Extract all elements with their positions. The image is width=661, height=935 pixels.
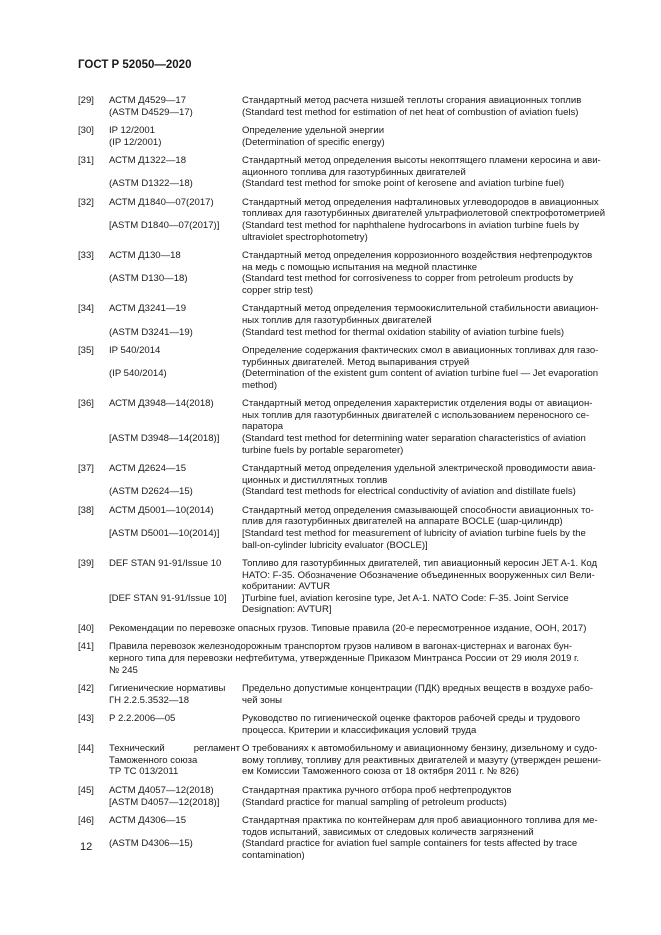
reference-number: [38] (78, 504, 94, 516)
reference-title-line: method) (242, 379, 278, 391)
reference-designation-line: [DEF STAN 91-91/Issue 10] (109, 592, 227, 604)
reference-designation-line (109, 743, 240, 755)
reference-title (242, 368, 618, 391)
reference-row (109, 303, 618, 326)
reference-number: [45] (78, 784, 94, 796)
reference-title-line: copper strip test) (242, 284, 314, 296)
reference-row (109, 593, 618, 616)
reference-designation (109, 250, 242, 273)
reference-designation (109, 273, 242, 296)
reference-number: [33] (78, 250, 94, 262)
reference-title-line: ных топлив для газотурбинных двигателей с использованием переносного се- (242, 409, 590, 421)
reference-row (109, 155, 618, 178)
reference-title (242, 463, 618, 486)
reference-title-line: (Standard test method for corrosiveness to copper from petroleum products by (242, 273, 574, 285)
reference-number: [43] (78, 713, 94, 725)
reference-row (109, 433, 618, 456)
reference-title (242, 197, 618, 220)
reference-title-line: [Standard test method for measurement of lubricity of aviation turbine fuels by the (242, 528, 586, 540)
reference-entry (78, 345, 618, 391)
reference-row (109, 785, 618, 808)
reference-designation-line: АСТМ Д5001—10(2014) (109, 504, 214, 516)
reference-title (242, 178, 618, 190)
reference-title-line: ем Комиссии Таможенного союза от 18 октября 2011 г. № 826) (242, 766, 519, 778)
reference-designation (109, 368, 242, 391)
reference-designation-line: [ASTM D3948—14(2018)] (109, 433, 220, 445)
reference-title (242, 683, 618, 706)
reference-designation-line: АСТМ Д4529—17 (109, 95, 187, 106)
reference-number: [29] (78, 95, 94, 106)
reference-title-line: (Standard test methods for electrical conductivity of aviation and distillate fuels) (242, 486, 576, 498)
reference-entry (78, 623, 618, 635)
reference-number: [46] (78, 815, 94, 827)
reference-title (242, 327, 618, 339)
reference-designation-line: (IP 540/2014) (109, 368, 167, 380)
reference-designation (109, 178, 242, 190)
reference-designation (109, 713, 242, 736)
reference-designation (109, 743, 242, 778)
reference-entry (78, 303, 618, 338)
reference-title-line: Стандартный метод расчета низшей теплоты сгорания авиационных топлив (242, 95, 582, 106)
reference-number: [39] (78, 558, 94, 570)
reference-title-line: (Determination of the existent gum content of aviation turbine fuel — Jet evaporation (242, 368, 599, 380)
reference-row (109, 398, 618, 433)
reference-number: [42] (78, 683, 94, 695)
reference-entry (78, 463, 618, 498)
reference-row (109, 683, 618, 706)
reference-title-line: turbine fuels by portable separometer) (242, 444, 404, 456)
reference-title (242, 838, 618, 861)
reference-body (109, 815, 618, 861)
reference-title-line: ]Turbine fuel, aviation kerosine type, Jet A-1. NATO Code: F-35. Joint Service (242, 592, 569, 604)
reference-title-line: кобритании: AVTUR (242, 581, 331, 593)
reference-title-line: Стандартный метод определения смазывающей способности авиационных то- (242, 504, 594, 516)
reference-designation-line: АСТМ Д4306—15 (109, 815, 187, 827)
reference-title (242, 220, 618, 243)
reference-title (242, 273, 618, 296)
reference-title-line: Предельно допустимые концентрации (ПДК) вредных веществ в воздухе рабо- (242, 683, 594, 695)
reference-body (109, 303, 618, 338)
reference-title-line: Стандартная практика ручного отбора проб нефтепродуктов (242, 784, 512, 796)
reference-title (242, 785, 618, 808)
reference-designation-line: Таможенного союза (109, 754, 198, 766)
reference-row (109, 505, 618, 528)
reference-designation (109, 398, 242, 433)
reference-row (109, 558, 618, 593)
bibliography-list (78, 95, 618, 868)
reference-body (109, 463, 618, 498)
reference-row (109, 345, 618, 368)
reference-title-line: Определение удельной энергии (242, 125, 385, 137)
reference-designation-line: Р 2.2.2006—05 (109, 713, 176, 725)
reference-title (242, 303, 618, 326)
reference-designation-line: АСТМ Д2624—15 (109, 463, 187, 475)
reference-title-line: процесса. Критерии и классификация условий труда (242, 724, 477, 736)
reference-title-line: (Standard test method for estimation of net heat of combustion of aviation fuels) (242, 106, 579, 118)
reference-number: [32] (78, 196, 94, 208)
designation-word: регламент (193, 743, 240, 755)
reference-title-line: (Standard test method for smoke point of kerosene and aviation turbine fuel) (242, 178, 565, 190)
reference-designation (109, 433, 242, 456)
reference-designation (109, 220, 242, 243)
reference-number: [30] (78, 125, 94, 137)
reference-designation-line: АСТМ Д3948—14(2018) (109, 398, 214, 410)
reference-title-line: (Standard test method for naphthalene hydrocarbons in aviation turbine fuels by (242, 220, 580, 232)
reference-number: [36] (78, 398, 94, 410)
reference-title (242, 125, 618, 148)
reference-designation (109, 558, 242, 593)
reference-designation-line: (ASTM D130—18) (109, 273, 188, 285)
reference-designation (109, 303, 242, 326)
reference-designation (109, 528, 242, 551)
reference-text (109, 641, 618, 676)
reference-number: [31] (78, 155, 94, 167)
reference-entry (78, 155, 618, 190)
reference-row (109, 713, 618, 736)
reference-title-line: О требованиях к автомобильному и авиационному бензину, дизельному и судо- (242, 743, 598, 755)
reference-designation-line: (ASTM D4306—15) (109, 838, 193, 850)
reference-title-line: ball-on-cylinder lubricity evaluator (BOCLE)] (242, 539, 428, 551)
reference-entry (78, 713, 618, 736)
reference-designation-line: [ASTM D1840—07(2017)] (109, 220, 220, 232)
reference-title-line: Стандартная практика по контейнерам для проб авиационного топлива для ме- (242, 815, 598, 827)
reference-number: [41] (78, 641, 94, 653)
reference-designation-line: ТР ТС 013/2011 (109, 766, 179, 778)
reference-title (242, 815, 618, 838)
reference-entry (78, 250, 618, 296)
reference-designation-line: АСТМ Д1322—18 (109, 155, 187, 167)
reference-entry (78, 95, 618, 118)
reference-title (242, 505, 618, 528)
reference-title-line: (Standard practice for aviation fuel sample containers for tests affected by trace (242, 838, 578, 850)
reference-title-line: ционных и дистиллятных топлив (242, 474, 388, 486)
reference-title-line: Стандартный метод определения термоокислительной стабильности авиацион- (242, 303, 599, 315)
reference-body (109, 155, 618, 190)
reference-designation (109, 197, 242, 220)
reference-entry (78, 815, 618, 861)
reference-designation (109, 463, 242, 486)
reference-title-line: Designation: AVTUR] (242, 604, 332, 616)
reference-designation-line: (ASTM D4529—17) (109, 106, 193, 118)
reference-entry (78, 683, 618, 706)
reference-designation (109, 95, 242, 118)
reference-body (109, 505, 618, 551)
reference-title-line: вому топливу, топливу для реактивных двигателей и мазуту (утвержден решени- (242, 754, 602, 766)
reference-title (242, 486, 618, 498)
reference-number: [35] (78, 345, 94, 357)
reference-entry (78, 197, 618, 243)
reference-title-line: Стандартный метод определения коррозионного воздействия нефтепродуктов (242, 250, 593, 262)
reference-title-line: Стандартный метод определения нафталиновых углеводородов в авиационных (242, 196, 599, 208)
reference-entry (78, 398, 618, 456)
reference-row (109, 528, 618, 551)
reference-title-line: тодов испытаний, зависимых от следовых количеств загрязнений (242, 826, 534, 838)
page-number: 12 (80, 841, 93, 853)
reference-designation (109, 785, 242, 808)
reference-title (242, 95, 618, 118)
reference-number: [37] (78, 463, 94, 475)
reference-designation-line: АСТМ Д130—18 (109, 250, 181, 262)
reference-designation (109, 505, 242, 528)
reference-row (109, 815, 618, 838)
reference-body (109, 398, 618, 456)
reference-designation-line: АСТМ Д3241—19 (109, 303, 187, 315)
reference-number: [44] (78, 743, 94, 755)
reference-designation (109, 155, 242, 178)
reference-text-line: Рекомендации по перевозке опасных грузов. Типовые правила (20-е пересмотренное издание, ООН, 2017) (109, 622, 587, 634)
reference-title (242, 593, 618, 616)
reference-designation-line: (IP 12/2001) (109, 136, 162, 148)
reference-row (109, 197, 618, 220)
reference-designation-line: ГН 2.2.5.3532—18 (109, 694, 190, 706)
reference-text-line: № 245 (109, 664, 138, 676)
reference-title-line: ных топлив для газотурбинных двигателей (242, 314, 432, 326)
reference-title (242, 398, 618, 433)
reference-title (242, 713, 618, 736)
reference-body (109, 250, 618, 296)
reference-entry (78, 125, 618, 148)
reference-title-line: Руководство по гигиенической оценке факторов рабочей среды и трудового (242, 713, 581, 725)
reference-title-line: Стандартный метод определения характеристик отделения воды от авиацион- (242, 398, 593, 410)
reference-title-line: Топливо для газотурбинных двигателей, тип авиационный керосин JET A-1. Код (242, 558, 598, 570)
reference-designation-line: IP 540/2014 (109, 345, 161, 357)
reference-row (109, 178, 618, 190)
reference-body (109, 785, 618, 808)
reference-body (109, 345, 618, 391)
reference-title-line: на медь с помощью испытания на медной пластинке (242, 261, 478, 273)
reference-title (242, 345, 618, 368)
reference-row (109, 220, 618, 243)
reference-text-line: Правила перевозок железнодорожным транспортом грузов наливом в вагонах-цистернах и вагонах бун- (109, 641, 573, 653)
reference-title (242, 155, 618, 178)
reference-title (242, 433, 618, 456)
reference-designation-line: (ASTM D1322—18) (109, 178, 193, 190)
reference-designation (109, 327, 242, 339)
reference-entry (78, 641, 618, 676)
reference-row (109, 486, 618, 498)
reference-body (109, 95, 618, 118)
document-header: ГОСТ Р 52050—2020 (78, 59, 192, 71)
reference-number: [34] (78, 303, 94, 315)
reference-designation (109, 345, 242, 368)
designation-word: Технический (109, 743, 165, 755)
reference-designation-line: [ASTM D5001—10(2014)] (109, 528, 220, 540)
reference-row (109, 463, 618, 486)
reference-row (109, 838, 618, 861)
reference-designation (109, 486, 242, 498)
reference-title-line: (Standard practice for manual sampling of petroleum products) (242, 796, 507, 808)
reference-designation-line: АСТМ Д1840—07(2017) (109, 196, 214, 208)
reference-title-line: ационного топлива для газотурбинных двигателей (242, 166, 466, 178)
reference-row (109, 743, 618, 778)
reference-entry (78, 558, 618, 616)
reference-row (109, 125, 618, 148)
reference-title (242, 743, 618, 778)
reference-row (109, 95, 618, 118)
reference-body (109, 558, 618, 616)
reference-designation-line: DEF STAN 91-91/Issue 10 (109, 558, 222, 570)
reference-title-line: турбинных двигателей. Метод выпаривания струей (242, 356, 470, 368)
reference-row (109, 273, 618, 296)
reference-title-line: (Standard test method for determining water separation characteristics of aviation (242, 433, 586, 445)
reference-text (109, 623, 618, 635)
reference-title-line: чей зоны (242, 694, 282, 706)
reference-body (109, 713, 618, 736)
reference-designation (109, 125, 242, 148)
reference-title-line: Стандартный метод определения высоты некоптящего пламени керосина и ави- (242, 155, 601, 167)
reference-title-line: паратора (242, 421, 284, 433)
reference-entry (78, 505, 618, 551)
reference-body (109, 125, 618, 148)
reference-designation-line: Гигиенические нормативы (109, 683, 226, 695)
reference-title (242, 558, 618, 593)
reference-row (109, 327, 618, 339)
reference-designation-line: IP 12/2001 (109, 125, 156, 137)
reference-body (109, 197, 618, 243)
reference-text-line: керного типа для перевозки нефтебитума, утвержденные Приказом Минтранса России от 29 июля 2019 г. (109, 653, 580, 665)
reference-title-line: Стандартный метод определения удельной электрической проводимости авиа- (242, 463, 596, 475)
reference-title-line: (Determination of specific energy) (242, 136, 385, 148)
reference-title-line: ultraviolet spectrophotometry) (242, 231, 368, 243)
reference-title-line: contamination) (242, 849, 305, 861)
reference-row (109, 250, 618, 273)
reference-title-line: плив для газотурбинных двигателей на аппарате BOCLE (шар-цилиндр) (242, 516, 563, 528)
reference-title (242, 528, 618, 551)
reference-designation-line: (ASTM D3241—19) (109, 326, 193, 338)
reference-designation (109, 838, 242, 861)
reference-title (242, 250, 618, 273)
reference-entry (78, 785, 618, 808)
reference-number: [40] (78, 622, 94, 634)
reference-designation (109, 593, 242, 616)
reference-designation-line: (ASTM D2624—15) (109, 486, 193, 498)
reference-designation (109, 815, 242, 838)
reference-entry (78, 743, 618, 778)
reference-title-line: НАТО: F-35. Обозначение Обозначение объединенных вооруженных сил Вели- (242, 569, 595, 581)
reference-body (109, 683, 618, 706)
reference-title-line: топливах для газотурбинных двигателей ультрафиолетовой спектрофотометрией (242, 208, 606, 220)
reference-designation-line: [ASTM D4057—12(2018)] (109, 796, 220, 808)
reference-body (109, 743, 618, 778)
reference-title-line: Определение содержания фактических смол в авиационных топливах для газо- (242, 345, 599, 357)
reference-designation (109, 683, 242, 706)
reference-row (109, 368, 618, 391)
reference-designation-line: АСТМ Д4057—12(2018) (109, 784, 214, 796)
reference-title-line: (Standard test method for thermal oxidation stability of aviation turbine fuels) (242, 326, 565, 338)
